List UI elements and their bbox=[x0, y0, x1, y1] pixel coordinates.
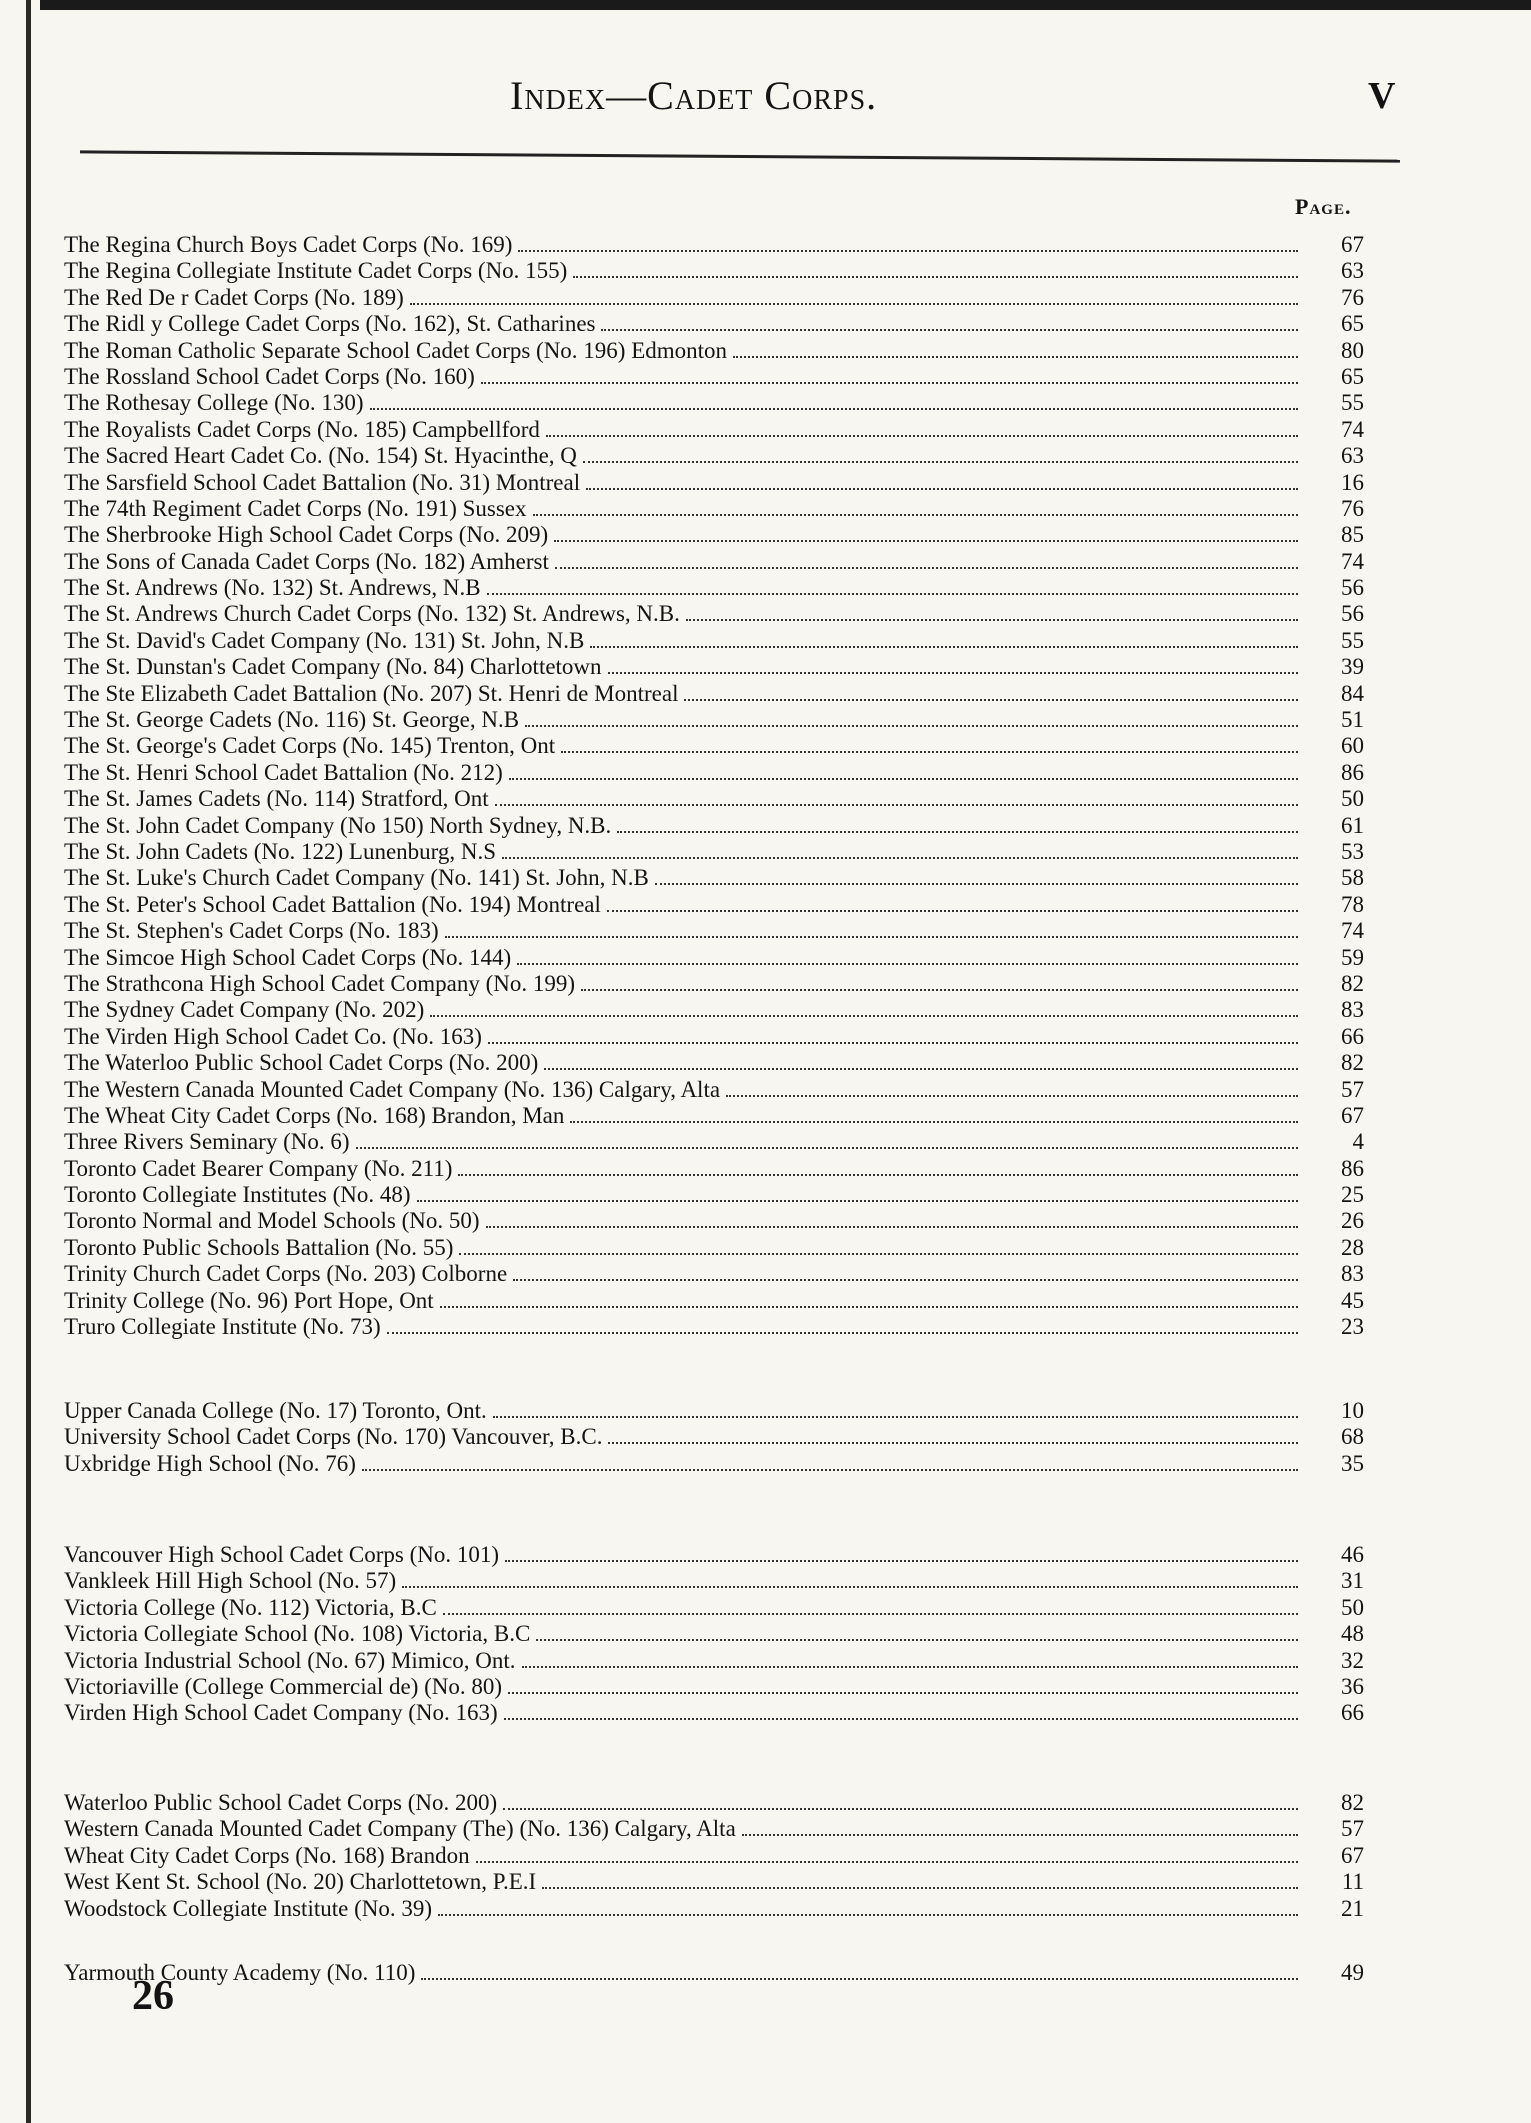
folio-page-number: 26 bbox=[132, 1973, 174, 2019]
dot-leader bbox=[742, 1820, 1298, 1836]
index-entry bbox=[64, 997, 1364, 1023]
dot-leader bbox=[533, 500, 1298, 516]
dot-leader bbox=[504, 1704, 1298, 1720]
entry-name: Victoria College (No. 112) Victoria, B.C bbox=[64, 1594, 437, 1620]
index-entry bbox=[64, 311, 1364, 337]
index-entry bbox=[64, 786, 1364, 812]
index-entry bbox=[64, 839, 1364, 865]
dot-leader bbox=[356, 1133, 1298, 1149]
entry-page: 48 bbox=[1341, 1621, 1364, 1647]
index-entry bbox=[64, 1129, 1364, 1155]
entry-name: The St. John Cadet Company (No 150) North Sydney, N.B. bbox=[64, 812, 612, 838]
index-entry bbox=[64, 1077, 1364, 1103]
entry-name: Victoria Industrial School (No. 67) Mimico, Ont. bbox=[64, 1647, 516, 1673]
entry-name: Uxbridge High School (No. 76) bbox=[64, 1450, 356, 1476]
entry-page: 16 bbox=[1341, 469, 1364, 495]
dot-leader bbox=[387, 1318, 1298, 1334]
entry-page: 58 bbox=[1341, 865, 1364, 891]
dot-leader bbox=[417, 1186, 1298, 1202]
entry-name: Truro Collegiate Institute (No. 73) bbox=[64, 1314, 381, 1340]
entry-name: Yarmouth County Academy (No. 110) bbox=[64, 1960, 416, 1985]
dot-leader bbox=[570, 1107, 1298, 1123]
dot-leader bbox=[505, 1546, 1298, 1562]
entry-page: 35 bbox=[1341, 1450, 1364, 1476]
dot-leader bbox=[488, 1027, 1298, 1043]
dot-leader bbox=[655, 869, 1298, 885]
entry-name: Upper Canada College (No. 17) Toronto, Ont. bbox=[64, 1398, 487, 1423]
dot-leader bbox=[555, 552, 1298, 568]
index-entry bbox=[64, 1208, 1364, 1234]
dot-leader bbox=[733, 341, 1298, 357]
entry-name: Toronto Normal and Model Schools (No. 50) bbox=[64, 1208, 480, 1234]
index-entry bbox=[64, 707, 1364, 733]
index-entry bbox=[64, 1424, 1364, 1450]
index-entry bbox=[64, 470, 1364, 496]
dot-leader bbox=[546, 420, 1298, 436]
dot-leader bbox=[518, 236, 1298, 252]
index-entry bbox=[64, 865, 1364, 891]
index-entry bbox=[64, 232, 1364, 258]
index-entry bbox=[64, 1024, 1364, 1050]
entry-page: 74 bbox=[1341, 416, 1364, 442]
entry-page: 10 bbox=[1341, 1398, 1364, 1423]
entry-page: 63 bbox=[1341, 258, 1364, 284]
entry-page: 28 bbox=[1341, 1234, 1364, 1260]
entry-name: The Sons of Canada Cadet Corps (No. 182) Amherst bbox=[64, 548, 549, 574]
entry-name: The St. Andrews (No. 132) St. Andrews, N.B bbox=[64, 575, 481, 601]
index-entry bbox=[64, 1156, 1364, 1182]
page-column-label: Page. bbox=[1295, 194, 1352, 219]
entry-page: 67 bbox=[1341, 1102, 1364, 1128]
index-entry bbox=[64, 1288, 1364, 1314]
entry-page: 67 bbox=[1341, 232, 1364, 257]
entry-name: Toronto Cadet Bearer Company (No. 211) bbox=[64, 1155, 453, 1181]
entry-name: The Regina Collegiate Institute Cadet Corps (No. 155) bbox=[64, 258, 568, 284]
entry-page: 31 bbox=[1341, 1568, 1364, 1594]
entry-page: 55 bbox=[1341, 627, 1364, 653]
entry-page: 53 bbox=[1341, 838, 1364, 864]
index-entry bbox=[64, 417, 1364, 443]
entry-page: 56 bbox=[1341, 575, 1364, 601]
index-entry bbox=[64, 1869, 1364, 1895]
entry-page: 59 bbox=[1341, 944, 1364, 970]
dot-leader bbox=[459, 1239, 1298, 1255]
entry-name: Toronto Collegiate Institutes (No. 48) bbox=[64, 1182, 411, 1208]
index-entry bbox=[64, 575, 1364, 601]
entry-name: Toronto Public Schools Battalion (No. 55) bbox=[64, 1234, 454, 1260]
entry-name: Trinity College (No. 96) Port Hope, Ont bbox=[64, 1287, 434, 1313]
entry-name: The St. James Cadets (No. 114) Stratford, Ont bbox=[64, 786, 489, 812]
dot-leader bbox=[508, 1678, 1298, 1694]
entry-page: 84 bbox=[1341, 680, 1364, 706]
index-section-w bbox=[64, 1790, 1364, 1922]
dot-leader bbox=[421, 1964, 1298, 1980]
entry-page: 23 bbox=[1341, 1314, 1364, 1340]
dot-leader bbox=[726, 1080, 1298, 1096]
entry-name: The St. Luke's Church Cadet Company (No. 141) St. John, N.B bbox=[64, 865, 649, 891]
entry-name: The St. Peter's School Cadet Battalion (No. 194) Montreal bbox=[64, 891, 601, 917]
index-entry bbox=[64, 1790, 1364, 1816]
index-entry bbox=[64, 1621, 1364, 1647]
entry-name: Woodstock Collegiate Institute (No. 39) bbox=[64, 1895, 432, 1921]
entry-page: 36 bbox=[1341, 1673, 1364, 1699]
dot-leader bbox=[542, 1873, 1298, 1889]
entry-page: 57 bbox=[1341, 1076, 1364, 1102]
dot-leader bbox=[684, 684, 1298, 700]
index-entry bbox=[64, 1595, 1364, 1621]
dot-leader bbox=[608, 1428, 1298, 1444]
entry-name: The Waterloo Public School Cadet Corps (No. 200) bbox=[64, 1050, 539, 1076]
entry-name: Western Canada Mounted Cadet Company (The) (No. 136) Calgary, Alta bbox=[64, 1816, 736, 1842]
entry-name: The Sydney Cadet Company (No. 202) bbox=[64, 997, 425, 1023]
entry-page: 56 bbox=[1341, 601, 1364, 627]
dot-leader bbox=[686, 605, 1298, 621]
index-entry bbox=[64, 601, 1364, 627]
dot-leader bbox=[402, 1572, 1298, 1588]
entry-name: The St. John Cadets (No. 122) Lunenburg, N.S bbox=[64, 838, 497, 864]
entry-page: 74 bbox=[1341, 548, 1364, 574]
entry-page: 26 bbox=[1341, 1208, 1364, 1234]
entry-name: Victoria Collegiate School (No. 108) Victoria, B.C bbox=[64, 1621, 531, 1647]
index-entry bbox=[64, 1568, 1364, 1594]
dot-leader bbox=[590, 632, 1298, 648]
dot-leader bbox=[525, 711, 1298, 727]
entry-page: 83 bbox=[1341, 1261, 1364, 1287]
dot-leader bbox=[573, 262, 1298, 278]
entry-name: The Rossland School Cadet Corps (No. 160) bbox=[64, 363, 475, 389]
entry-page: 55 bbox=[1341, 390, 1364, 416]
dot-leader bbox=[544, 1054, 1298, 1070]
page-header bbox=[0, 60, 1531, 120]
entry-name: Wheat City Cadet Corps (No. 168) Brandon bbox=[64, 1842, 470, 1868]
entry-name: University School Cadet Corps (No. 170) Vancouver, B.C. bbox=[64, 1424, 603, 1450]
index-section-y bbox=[64, 1960, 1364, 1986]
dot-leader bbox=[445, 922, 1298, 938]
entry-name: The St. Andrews Church Cadet Corps (No. 132) St. Andrews, N.B. bbox=[64, 601, 680, 627]
entry-page: 66 bbox=[1341, 1023, 1364, 1049]
entry-name: The Strathcona High School Cadet Company (No. 199) bbox=[64, 970, 576, 996]
entry-page: 61 bbox=[1341, 812, 1364, 838]
entry-page: 50 bbox=[1341, 786, 1364, 812]
index-entry bbox=[64, 522, 1364, 548]
entry-name: The Sacred Heart Cadet Co. (No. 154) St. Hyacinthe, Q bbox=[64, 443, 577, 469]
index-entry bbox=[64, 1960, 1364, 1986]
index-entry bbox=[64, 628, 1364, 654]
entry-page: 82 bbox=[1341, 1050, 1364, 1076]
dot-leader bbox=[502, 843, 1298, 859]
entry-name: The Western Canada Mounted Cadet Company (No. 136) Calgary, Alta bbox=[64, 1076, 721, 1102]
entry-name: The 74th Regiment Cadet Corps (No. 191) Sussex bbox=[64, 495, 527, 521]
dot-leader bbox=[503, 1794, 1298, 1810]
entry-page: 83 bbox=[1341, 997, 1364, 1023]
index-entry bbox=[64, 1700, 1364, 1726]
index-entry bbox=[64, 1235, 1364, 1261]
entry-page: 86 bbox=[1341, 1155, 1364, 1181]
entry-name: The Virden High School Cadet Co. (No. 163) bbox=[64, 1023, 482, 1049]
entry-page: 4 bbox=[1352, 1129, 1364, 1155]
index-entry bbox=[64, 971, 1364, 997]
dot-leader bbox=[617, 816, 1298, 832]
dot-leader bbox=[487, 579, 1298, 595]
entry-name: Three Rivers Seminary (No. 6) bbox=[64, 1129, 350, 1155]
dot-leader bbox=[554, 526, 1298, 542]
index-entry bbox=[64, 1261, 1364, 1287]
entry-page: 78 bbox=[1341, 891, 1364, 917]
entry-page: 68 bbox=[1341, 1424, 1364, 1450]
entry-name: The St. George Cadets (No. 116) St. George, N.B bbox=[64, 707, 520, 733]
entry-page: 76 bbox=[1341, 495, 1364, 521]
index-entry bbox=[64, 496, 1364, 522]
entry-name: The Ridl y College Cadet Corps (No. 162), St. Catharines bbox=[64, 311, 596, 337]
entry-name: The Wheat City Cadet Corps (No. 168) Brandon, Man bbox=[64, 1102, 565, 1128]
index-entry bbox=[64, 760, 1364, 786]
header-rule bbox=[80, 150, 1400, 162]
index-entry bbox=[64, 892, 1364, 918]
dot-leader bbox=[608, 658, 1298, 674]
dot-leader bbox=[476, 1847, 1298, 1863]
dot-leader bbox=[495, 790, 1298, 806]
entry-name: Vancouver High School Cadet Corps (No. 101) bbox=[64, 1542, 500, 1567]
entry-page: 86 bbox=[1341, 759, 1364, 785]
index-entry bbox=[64, 681, 1364, 707]
index-entry bbox=[64, 1674, 1364, 1700]
entry-page: 76 bbox=[1341, 284, 1364, 310]
dot-leader bbox=[536, 1625, 1298, 1641]
index-section-v bbox=[64, 1542, 1364, 1727]
dot-leader bbox=[486, 1212, 1298, 1228]
entry-page: 85 bbox=[1341, 522, 1364, 548]
dot-leader bbox=[509, 764, 1298, 780]
index-entry bbox=[64, 338, 1364, 364]
entry-name: The St. Henri School Cadet Battalion (No. 212) bbox=[64, 759, 503, 785]
index-entry bbox=[64, 1542, 1364, 1568]
dot-leader bbox=[430, 1001, 1298, 1017]
entry-name: The St. Stephen's Cadet Corps (No. 183) bbox=[64, 918, 439, 944]
entry-page: 11 bbox=[1341, 1869, 1364, 1895]
book-spine-edge bbox=[26, 0, 31, 2123]
entry-name: The Ste Elizabeth Cadet Battalion (No. 207) St. Henri de Montreal bbox=[64, 680, 679, 706]
dot-leader bbox=[601, 315, 1298, 331]
entry-page: 49 bbox=[1341, 1960, 1364, 1985]
index-entry bbox=[64, 549, 1364, 575]
entry-page: 82 bbox=[1341, 1790, 1364, 1815]
index-entry bbox=[64, 285, 1364, 311]
index-entry bbox=[64, 1896, 1364, 1922]
entry-page: 80 bbox=[1341, 337, 1364, 363]
entry-name: Trinity Church Cadet Corps (No. 203) Colborne bbox=[64, 1261, 508, 1287]
entry-name: The St. George's Cadet Corps (No. 145) Trenton, Ont bbox=[64, 733, 556, 759]
entry-name: Vankleek Hill High School (No. 57) bbox=[64, 1568, 397, 1594]
index-entry bbox=[64, 1816, 1364, 1842]
entry-page: 21 bbox=[1341, 1895, 1364, 1921]
dot-leader bbox=[370, 394, 1298, 410]
entry-page: 60 bbox=[1341, 733, 1364, 759]
entry-name: The Sarsfield School Cadet Battalion (No. 31) Montreal bbox=[64, 469, 581, 495]
entry-page: 57 bbox=[1341, 1816, 1364, 1842]
index-entry bbox=[64, 258, 1364, 284]
entry-page: 51 bbox=[1341, 707, 1364, 733]
top-border bbox=[40, 0, 1531, 10]
index-entry bbox=[64, 1451, 1364, 1477]
index-entry bbox=[64, 654, 1364, 680]
entry-page: 63 bbox=[1341, 443, 1364, 469]
entry-name: Victoriaville (College Commercial de) (No. 80) bbox=[64, 1673, 503, 1699]
dot-leader bbox=[522, 1651, 1298, 1667]
index-entry bbox=[64, 1648, 1364, 1674]
entry-name: The Regina Church Boys Cadet Corps (No. 169) bbox=[64, 232, 513, 257]
dot-leader bbox=[438, 1899, 1298, 1915]
entry-page: 65 bbox=[1341, 311, 1364, 337]
entry-name: The Roman Catholic Separate School Cadet Corps (No. 196) Edmonton bbox=[64, 337, 728, 363]
entry-page: 46 bbox=[1341, 1542, 1364, 1567]
index-entry bbox=[64, 443, 1364, 469]
dot-leader bbox=[607, 896, 1298, 912]
index-entry bbox=[64, 1182, 1364, 1208]
dot-leader bbox=[581, 975, 1298, 991]
entry-page: 32 bbox=[1341, 1647, 1364, 1673]
page-title: Index—Cadet Corps. bbox=[510, 73, 878, 118]
entry-name: West Kent St. School (No. 20) Charlottetown, P.E.I bbox=[64, 1869, 537, 1895]
entry-name: The Simcoe High School Cadet Corps (No. 144) bbox=[64, 944, 512, 970]
entry-page: 65 bbox=[1341, 363, 1364, 389]
entry-page: 45 bbox=[1341, 1287, 1364, 1313]
entry-page: 39 bbox=[1341, 654, 1364, 680]
entry-page: 25 bbox=[1341, 1182, 1364, 1208]
dot-leader bbox=[493, 1402, 1298, 1418]
entry-name: The Sherbrooke High School Cadet Corps (No. 209) bbox=[64, 522, 549, 548]
index-entry bbox=[64, 1050, 1364, 1076]
index-entry bbox=[64, 390, 1364, 416]
dot-leader bbox=[513, 1265, 1298, 1281]
entry-page: 50 bbox=[1341, 1594, 1364, 1620]
dot-leader bbox=[410, 289, 1298, 305]
index-section-u bbox=[64, 1398, 1364, 1477]
dot-leader bbox=[586, 473, 1298, 489]
entry-page: 67 bbox=[1341, 1842, 1364, 1868]
index-section-r-t bbox=[64, 232, 1364, 1340]
entry-page: 74 bbox=[1341, 918, 1364, 944]
entry-name: Waterloo Public School Cadet Corps (No. 200) bbox=[64, 1790, 498, 1815]
index-entry bbox=[64, 1398, 1364, 1424]
entry-name: The Red De r Cadet Corps (No. 189) bbox=[64, 284, 404, 310]
index-entry bbox=[64, 733, 1364, 759]
dot-leader bbox=[458, 1159, 1298, 1175]
dot-leader bbox=[583, 447, 1298, 463]
index-entry bbox=[64, 364, 1364, 390]
dot-leader bbox=[517, 948, 1298, 964]
index-entry bbox=[64, 1843, 1364, 1869]
entry-name: The Rothesay College (No. 130) bbox=[64, 390, 364, 416]
dot-leader bbox=[443, 1599, 1298, 1615]
entry-name: The Royalists Cadet Corps (No. 185) Campbellford bbox=[64, 416, 540, 442]
entry-page: 66 bbox=[1341, 1700, 1364, 1726]
dot-leader bbox=[481, 368, 1298, 384]
index-entry bbox=[64, 1314, 1364, 1340]
entry-name: The St. Dunstan's Cadet Company (No. 84) Charlottetown bbox=[64, 654, 602, 680]
entry-name: Virden High School Cadet Company (No. 163) bbox=[64, 1700, 498, 1726]
dot-leader bbox=[561, 737, 1298, 753]
index-entry bbox=[64, 945, 1364, 971]
index-entry bbox=[64, 1103, 1364, 1129]
index-entry bbox=[64, 813, 1364, 839]
dot-leader bbox=[440, 1291, 1298, 1307]
entry-page: 82 bbox=[1341, 970, 1364, 996]
roman-page-number: V bbox=[1368, 75, 1396, 117]
entry-name: The St. David's Cadet Company (No. 131) St. John, N.B bbox=[64, 627, 585, 653]
dot-leader bbox=[362, 1455, 1298, 1471]
index-entry bbox=[64, 918, 1364, 944]
